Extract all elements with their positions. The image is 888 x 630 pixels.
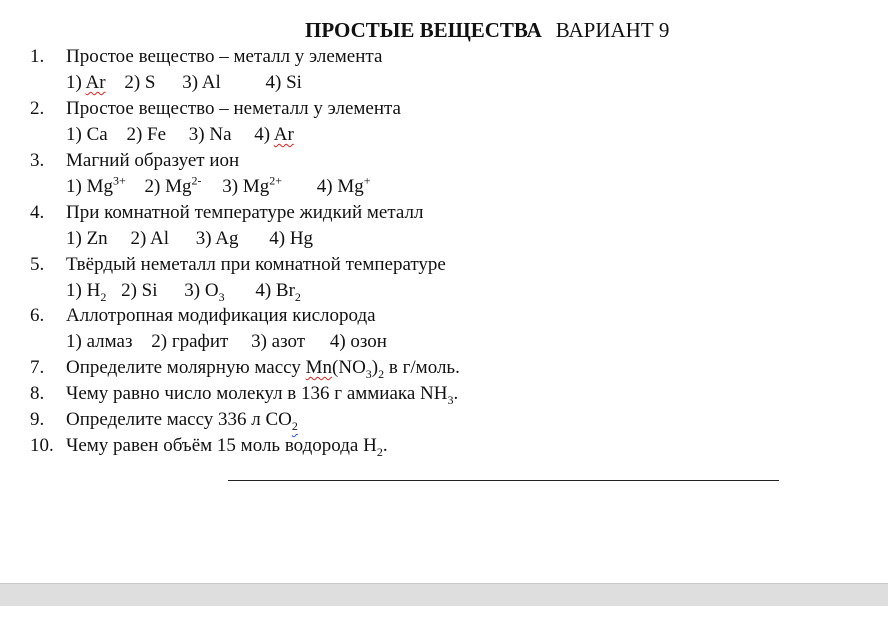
option-number: 2) [130, 228, 147, 249]
option-number: 4) [255, 280, 272, 301]
answers-4 [66, 227, 313, 251]
option-value: Ar [85, 72, 106, 93]
option-number: 1) [66, 176, 82, 197]
formula-part: (NO [332, 357, 366, 378]
option-value: H [86, 280, 101, 301]
option-value: Ag [215, 228, 239, 249]
question-number: 7. [30, 357, 45, 378]
option-number: 4) [254, 124, 271, 145]
question-number: 9. [30, 409, 45, 430]
question-number: 3. [30, 150, 45, 171]
option-number: 2) [151, 331, 168, 352]
question-text: Аллотропная модификация кислорода [66, 305, 376, 326]
answers-1 [66, 71, 302, 95]
question-text [66, 408, 298, 432]
question-number: 2. [30, 98, 45, 119]
option-value: Al [149, 228, 169, 249]
formula-part: ) [371, 357, 379, 378]
variant-label: ВАРИАНТ 9 [555, 18, 670, 42]
option-value: Mg [337, 176, 364, 197]
option-number: 3) [188, 124, 205, 145]
option-value: Hg [289, 228, 314, 249]
option-value: O [204, 280, 219, 301]
document-title [0, 17, 888, 43]
option-number: 1) [66, 228, 82, 249]
question-text [66, 356, 460, 380]
option-index: 2 [294, 289, 301, 304]
option-value: графит [171, 331, 229, 352]
option-number: 2) [121, 280, 137, 301]
question-number: 5. [30, 254, 45, 275]
question-text-part: Чему равен объём 15 моль водорода H [66, 435, 377, 456]
formula-index: 2 [376, 444, 383, 459]
option-number: 3) [251, 331, 267, 352]
answers-5 [66, 279, 301, 303]
option-value: Fe [147, 124, 167, 145]
option-number: 3) [182, 72, 199, 93]
question-text: Магний образует ион [66, 150, 240, 171]
option-value: Si [286, 72, 302, 93]
option-charge: + [363, 173, 371, 188]
formula-element: Mn [305, 357, 333, 378]
option-number: 2) [126, 124, 143, 145]
option-value: азот [271, 331, 306, 352]
option-index: 2 [100, 289, 107, 304]
option-value: Al [201, 72, 221, 93]
option-number: 4) [316, 176, 333, 197]
answers-6 [66, 330, 387, 354]
option-value: Na [209, 124, 232, 145]
option-number: 1) [66, 124, 82, 145]
question-text-part: Определите молярную массу [66, 357, 306, 378]
question-text: Твёрдый неметалл при комнатной температуре [66, 254, 446, 275]
option-value: Mg [86, 176, 113, 197]
option-value: S [144, 72, 156, 93]
question-text: При комнатной температуре жидкий металл [66, 202, 424, 223]
option-value: Mg [165, 176, 192, 197]
question-text: Простое вещество – неметалл у элемента [66, 98, 401, 119]
option-charge: 2- [191, 173, 202, 188]
option-number: 4) [329, 331, 346, 352]
answers-3 [66, 175, 371, 199]
option-number: 2) [144, 176, 161, 197]
option-index: 3 [218, 289, 225, 304]
question-text [66, 382, 458, 406]
option-number: 1) [66, 331, 82, 352]
option-number: 3) [184, 280, 201, 301]
option-number: 4) [265, 72, 282, 93]
question-text: Простое вещество – металл у элемента [66, 46, 383, 67]
question-number: 4. [30, 202, 45, 223]
option-number: 3) [195, 228, 212, 249]
option-value: озон [350, 331, 387, 352]
option-value: алмаз [86, 331, 133, 352]
horizontal-rule [228, 480, 779, 481]
formula-index: 3 [365, 366, 372, 381]
option-value: Ar [273, 124, 294, 145]
option-charge: 3+ [112, 173, 126, 188]
option-number: 1) [66, 72, 82, 93]
option-charge: 2+ [269, 173, 283, 188]
question-text-part: в г/моль. [384, 357, 460, 378]
question-text-part: Определите массу 336 л CO [66, 409, 292, 430]
option-value: Br [275, 280, 295, 301]
status-area [0, 606, 888, 630]
question-number: 8. [30, 383, 45, 404]
formula-index: 3 [447, 392, 454, 407]
question-number: 1. [30, 46, 45, 67]
question-text [66, 434, 388, 458]
title-text: ПРОСТЫЕ ВЕЩЕСТВА [305, 18, 542, 42]
horizontal-scrollbar[interactable] [0, 583, 888, 607]
answers-2 [66, 123, 294, 147]
option-value: Mg [242, 176, 270, 197]
option-number: 4) [269, 228, 286, 249]
option-number: 3) [222, 176, 239, 197]
formula-index: 2 [291, 418, 298, 433]
question-number: 10. [30, 435, 54, 456]
option-number: 2) [124, 72, 141, 93]
question-number: 6. [30, 305, 45, 326]
option-value: Ca [86, 124, 108, 145]
formula-index: 2 [378, 366, 385, 381]
question-text-part: . [382, 435, 388, 456]
option-value: Zn [86, 228, 108, 249]
question-text-part: . [453, 383, 459, 404]
option-number: 1) [66, 280, 82, 301]
option-value: Si [141, 280, 158, 301]
question-text-part: Чему равно число молекул в 136 г аммиака NH [66, 383, 448, 404]
